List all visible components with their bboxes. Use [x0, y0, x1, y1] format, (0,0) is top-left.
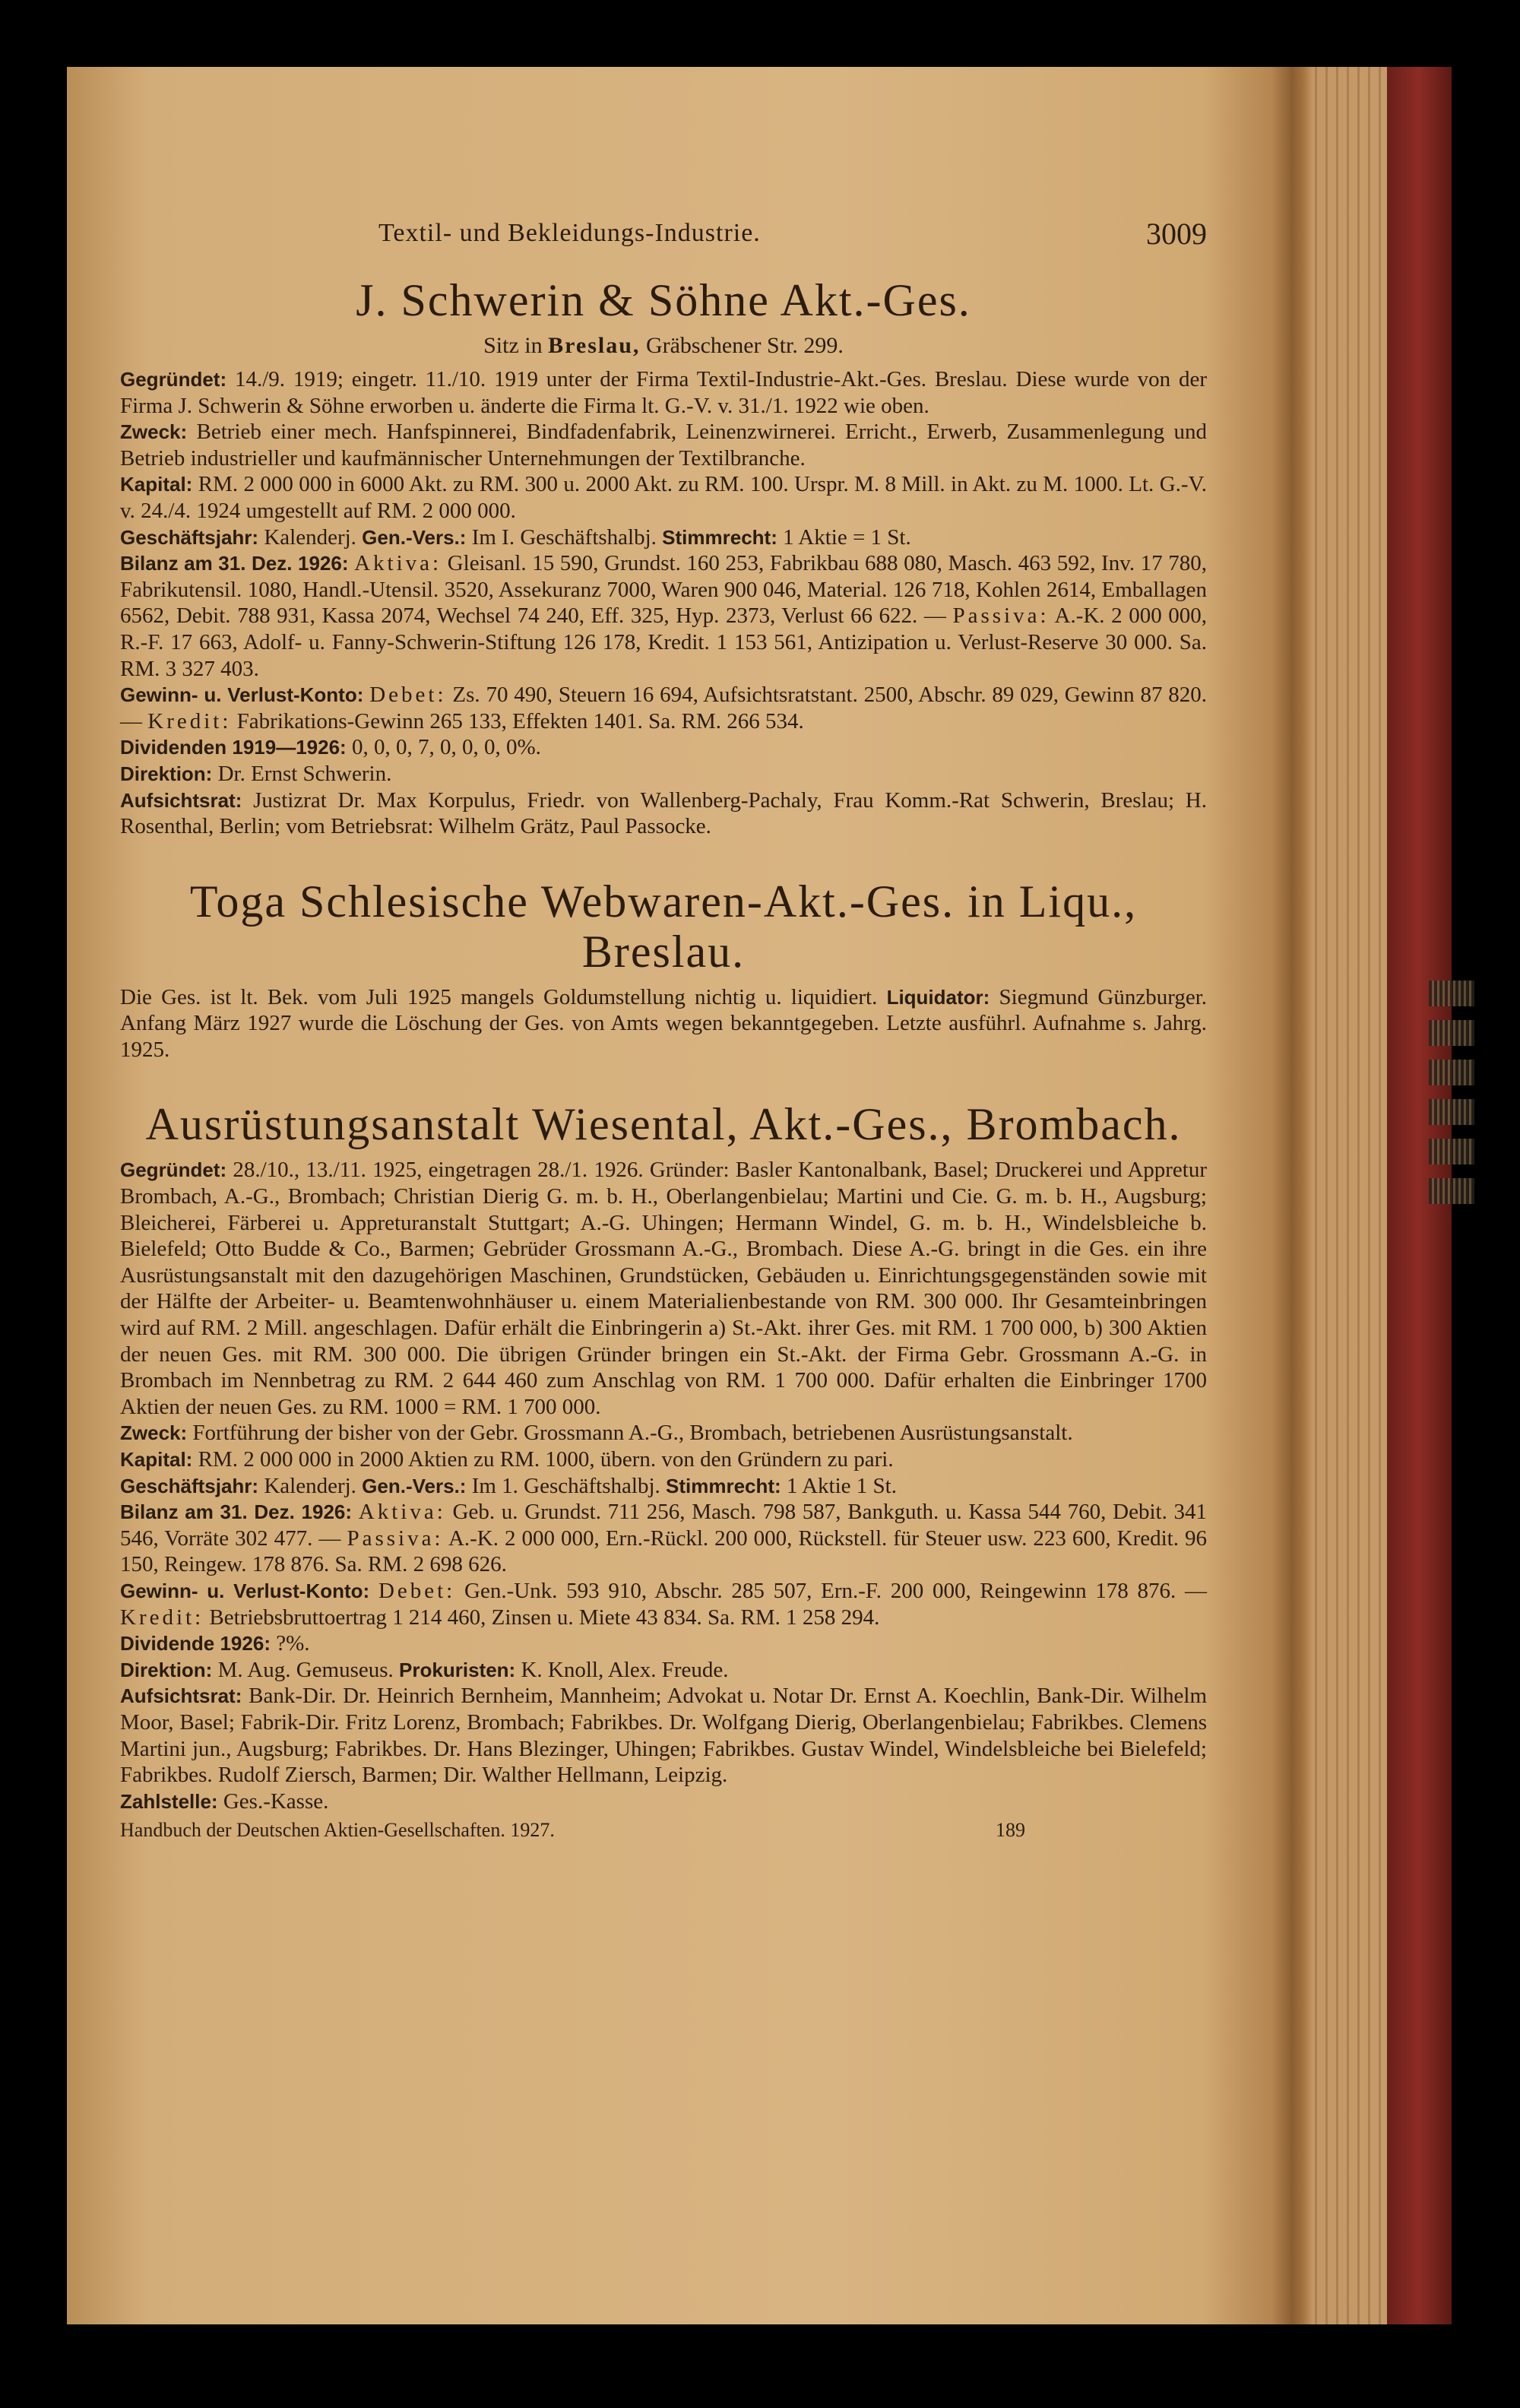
capital-paragraph: Kapital: RM. 2 000 000 in 6000 Akt. zu RM. 300 u. 2000 Akt. zu RM. 100. Urspr. M. 8 Mill. in Akt. zu M. 1000. Lt. G.-V. v. 24./4. 1924 umgestellt auf RM. 2 000 000. [120, 472, 1207, 523]
company-title: Toga Schlesische Webwaren-Akt.-Ges. in Liqu., Breslau. [189, 876, 1138, 977]
text-column [120, 219, 1207, 1845]
company-seat: Sitz in Breslau, Gräbschener Str. 299. [483, 333, 844, 358]
adjacent-page-text [1429, 981, 1474, 1218]
capital-paragraph: Kapital: RM. 2 000 000 in 2000 Aktien zu RM. 1000, übern. von den Gründern zu pari. [120, 1447, 894, 1472]
founded-paragraph: Gegründet: 14./9. 1919; eingetr. 11./10. 1919 unter der Firma Textil-Industrie-Akt.-Ges. Breslau. Diese wurde von der Firma J. Schwerin & Söhne erworben u. änderte die Firma lt. G.-V. v. 31./1. 1922 wie oben. [120, 367, 1207, 418]
page-footer [120, 1819, 1207, 1845]
founded-paragraph: Gegründet: 28./10., 13./11. 1925, eingetragen 28./1. 1926. Gründer: Basler Kantonalbank, Basel; Druckerei und Appretur Brombach, A.-G., Brombach; Christian Dierig G. m. b. H., Oberlangenbielau; Martini und Cie. G. m. b. H., Augsburg; Bleicherei, Färberei u. Appreturanstalt Stuttgart; A.-G. Uhingen; Hermann Windel, G. m. b. H., Windelsbleiche b. Bielefeld; Otto Budde & Co., Barmen; Gebrüder Grossmann A.-G., Brombach. Diese A.-G. bringt in die Ges. ein ihre Ausrüstungsanstalt mit den dazugehörigen Maschinen, Grundstücken, Gebäuden u. Einrichtungsgegenständen sowie mit der Hälfte der Arbeiter- u. Beamtenwohnhäuser u. einem Materialienbestande von RM. 300 000. Ihr Gesamteinbringen wird auf RM. 2 Mill. angeschlagen. Dafür erhält die Einbringerin a) St.-Akt. ihrer Ges. mit RM. 1 700 000, b) 300 Aktien der neuen Ges. mit RM. 300 000. Die übrigen Gründer bringen ein St.-Akt. der Firma Gebr. Grossmann A.-G. in Brombach im Nennbetrag zu RM. 2 644 460 zum Anschlag von RM. 1 700 000. Dafür erhalten die Einbringer 1700 Aktien der neuen Ges. zu RM. 1000 = RM. 1 700 000. [120, 1158, 1207, 1419]
paying-agent-paragraph: Zahlstelle: Ges.-Kasse. [120, 1789, 329, 1814]
adjacent-text-fragment [1429, 1020, 1474, 1046]
fiscal-paragraph: Geschäftsjahr: Kalenderj. Gen.-Vers.: Im 1. Geschäftshalbj. Stimmrecht: 1 Aktie 1 St. [120, 1473, 897, 1498]
adjacent-text-fragment [1429, 1178, 1474, 1204]
adjacent-text-fragment [1429, 981, 1474, 1006]
dividends-paragraph: Dividende 1926: ?%. [120, 1631, 310, 1656]
dividends-paragraph: Dividenden 1919—1926: 0, 0, 0, 7, 0, 0, 0, 0%. [120, 735, 541, 760]
footer-signature: 189 [996, 1819, 1025, 1842]
fiscal-paragraph: Geschäftsjahr: Kalenderj. Gen.-Vers.: Im I. Geschäftshalbj. Stimmrecht: 1 Aktie = 1 St. [120, 524, 911, 550]
liquidation-paragraph: Die Ges. ist lt. Bek. vom Juli 1925 mangels Goldumstellung nichtig u. liquidiert. Liquidator: Siegmund Günzburger. Anfang März 1927 wurde die Löschung der Ges. von Amts wegen bekanntgegeben. Letzte ausführl. Aufnahme s. Jahrg. 1925. [120, 984, 1208, 1062]
board-paragraph: Direktion: M. Aug. Gemuseus. Prokuristen: K. Knoll, Alex. Freude. [120, 1657, 729, 1682]
profit-loss-paragraph: Gewinn- u. Verlust-Konto: Debet: Gen.-Unk. 593 910, Abschr. 285 507, Ern.-F. 200 000, Reingewinn 178 876. — Kredit: Betriebsbruttoertrag 1 214 460, Zinsen u. Miete 43 834. Sa. RM. 1 258 294. [120, 1578, 1208, 1630]
company-entry-toga [120, 876, 1207, 1063]
purpose-paragraph: Zweck: Fortführung der bisher von der Gebr. Grossmann A.-G., Brombach, betriebenen Ausrüstungsanstalt. [120, 1421, 1073, 1446]
board-paragraph: Direktion: Dr. Ernst Schwerin. [120, 761, 392, 786]
company-title: J. Schwerin & Söhne Akt.-Ges. [356, 275, 971, 325]
running-head-title: Textil- und Bekleidungs-Industrie. [378, 219, 761, 247]
page-number: 3009 [1146, 217, 1207, 251]
adjacent-text-fragment [1429, 1099, 1474, 1125]
seat-city: Breslau, [548, 333, 641, 358]
balance-paragraph: Bilanz am 31. Dez. 1926: Aktiva: Geb. u. Grundst. 711 256, Masch. 798 587, Bankguth. u. Kassa 544 760, Debit. 341 546, Vorräte 302 477. — Passiva: A.-K. 2 000 000, Ern.-Rückl. 200 000, Rückstell. für Steuer usw. 223 600, Kredit. 96 150, Reingew. 178 876. Sa. RM. 2 698 626. [120, 1500, 1208, 1577]
adjacent-text-fragment [1429, 1139, 1474, 1164]
purpose-paragraph: Zweck: Betrieb einer mech. Hanfspinnerei, Bindfadenfabrik, Leinenzwirnerei. Erricht., Erwerb, Zusammenlegung und Betrieb industrieller und kaufmännischer Unternehmungen der Textilbranche. [120, 420, 1208, 471]
footer-publication: Handbuch der Deutschen Aktien-Gesellschaften. 1927. [120, 1819, 555, 1842]
adjacent-text-fragment [1429, 1060, 1474, 1085]
running-head [120, 219, 1207, 265]
company-title: Ausrüstungsanstalt Wiesental, Akt.-Ges., Brombach. [145, 1099, 1182, 1150]
profit-loss-paragraph: Gewinn- u. Verlust-Konto: Debet: Zs. 70 490, Steuern 16 694, Aufsichtsratstant. 2500, Abschr. 89 029, Gewinn 87 820. — Kredit: Fabrikations-Gewinn 265 133, Effekten 1401. Sa. RM. 266 534. [120, 683, 1208, 733]
balance-paragraph: Bilanz am 31. Dez. 1926: Aktiva: Gleisanl. 15 590, Grundst. 160 253, Fabrikbau 688 080, Masch. 463 592, Inv. 17 780, Fabrikutensil. 1080, Handl.-Utensil. 3520, Assekuranz 7000, Waren 900 046, Material. 126 718, Kohlen 2614, Emballagen 6562, Debit. 788 931, Kassa 2074, Wechsel 74 240, Eff. 325, Hyp. 2373, Verlust 66 622. — Passiva: A.-K. 2 000 000, R.-F. 17 663, Adolf- u. Fanny-Schwerin-Stiftung 126 178, Kredit. 1 153 561, Antizipation u. Verlust-Reserve 30 000. Sa. RM. 3 327 403. [120, 551, 1208, 681]
company-entry-schwerin [120, 275, 1207, 840]
company-entry-wiesental [120, 1099, 1207, 1814]
supervisory-paragraph: Aufsichtsrat: Bank-Dir. Dr. Heinrich Bernheim, Mannheim; Advokat u. Notar Dr. Ernst A. Koechlin, Bank-Dir. Wilhelm Moor, Basel; Fabrik-Dir. Fritz Lorenz, Brombach; Fabrikbes. Dr. Wolfgang Dierig, Oberlangenbielau; Fabrikbes. Clemens Martini jun., Augsburg; Fabrikbes. Dr. Hans Blezinger, Uhingen; Fabrikbes. Gustav Windel, Windelsbleiche bei Bielefeld; Fabrikbes. Rudolf Ziersch, Barmen; Dir. Walther Hellmann, Leipzig. [120, 1684, 1207, 1788]
supervisory-paragraph: Aufsichtsrat: Justizrat Dr. Max Korpulus, Friedr. von Wallenberg-Pachaly, Frau Komm.-Rat Schwerin, Breslau; H. Rosenthal, Berlin; vom Betriebsrat: Wilhelm Grätz, Paul Passocke. [120, 787, 1208, 839]
